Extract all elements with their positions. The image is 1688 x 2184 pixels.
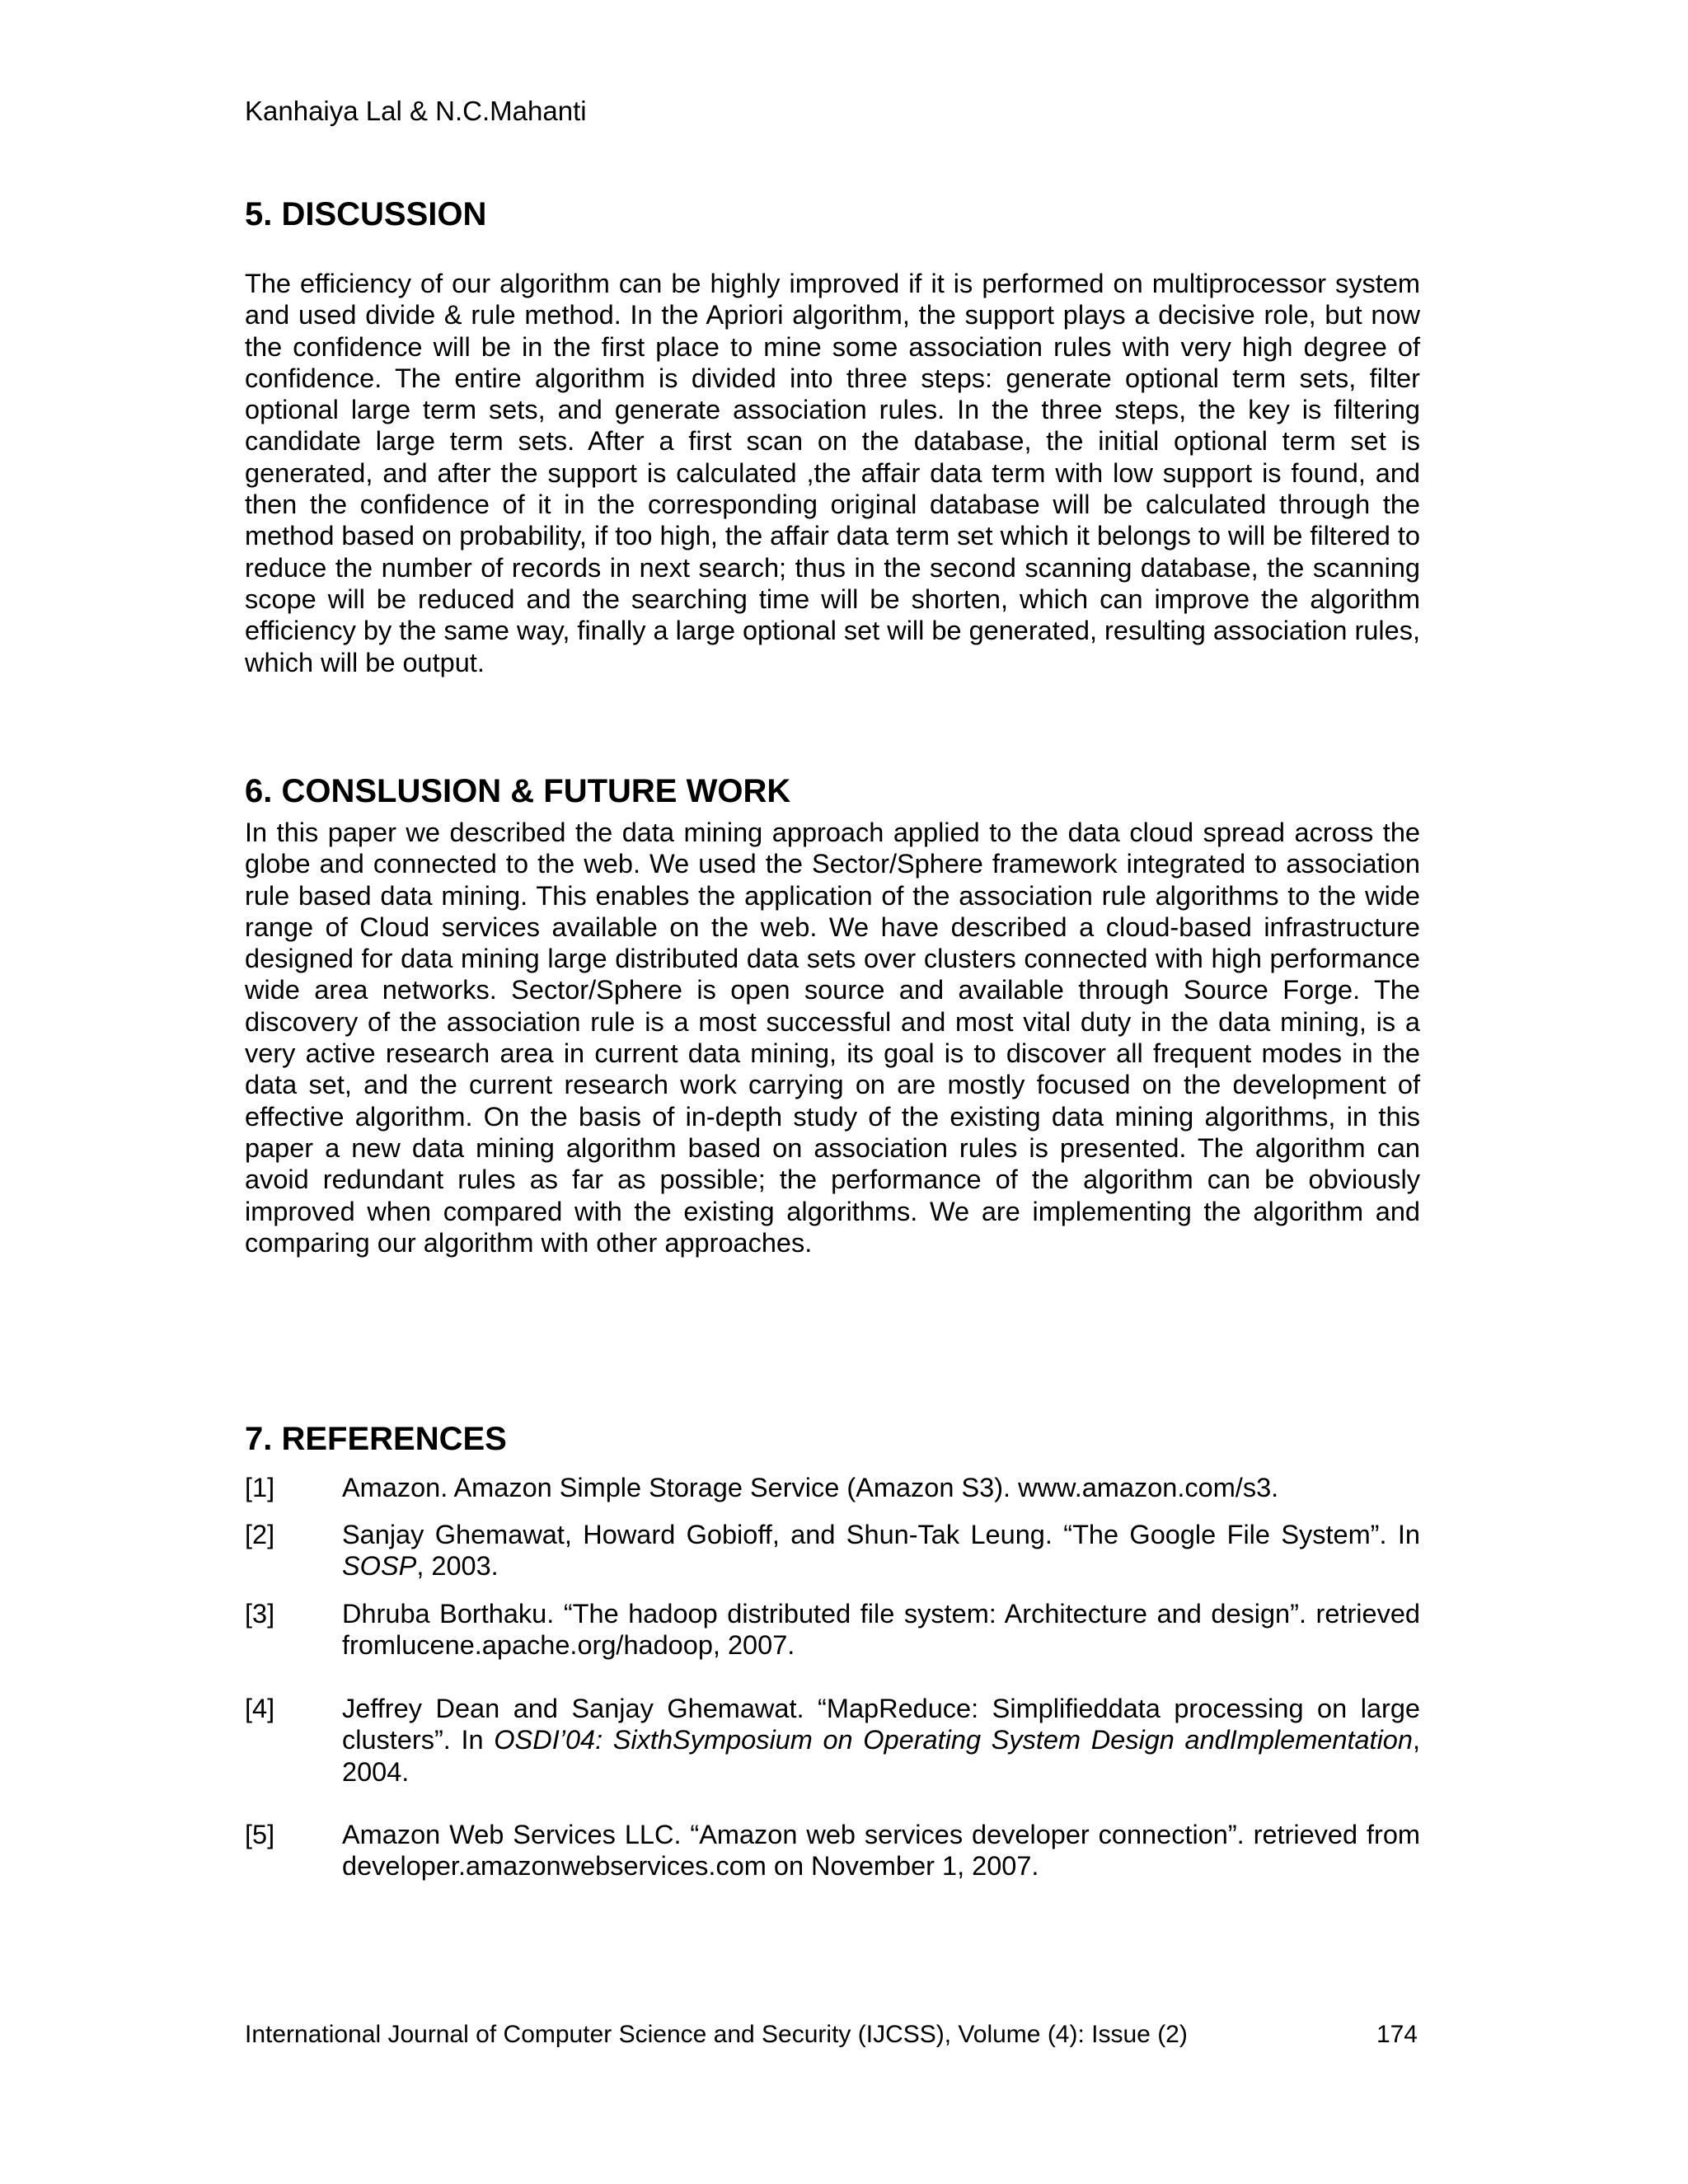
reference-text: Amazon Web Services LLC. “Amazon web services developer connection”. retrieved from developer.amazonwebservices.com on November 1, 2007. [342,1820,1420,1882]
reference-text-tail: , 2003. [416,1551,499,1582]
reference-text [342,1519,1420,1582]
reference-text-main: Jeffrey Dean and Sanjay Ghemawat. “MapReduce: Simplifieddata processing on large clusters”. In [342,1694,1420,1755]
discussion-paragraph: The efficiency of our algorithm can be highly improved if it is performed on multiprocessor system and used divide & rule method. In the Apriori algorithm, the support plays a decisive role, but now the confidence will be in the first place to mine some association rules with very high degree of confidence. The entire algorithm is divided into three steps: generate optional term sets, filter optional large term sets, and generate association rules. In the three steps, the key is filtering candidate large term sets. After a first scan on the database, the initial optional term set is generated, and after the support is calculated ,the affair data term with low support is found, and then the confidence of it in the corresponding original database will be calculated through the method based on probability, if too high, the affair data term set which it belongs to will be filtered to reduce the number of records in next search; thus in the second scanning database, the scanning scope will be reduced and the searching time will be shorten, which can improve the algorithm efficiency by the same way, finally a large optional set will be generated, resulting association rules, which will be output. [245,269,1421,677]
reference-number: [3] [245,1599,275,1629]
section-heading-discussion: 5. DISCUSSION [245,196,487,232]
running-header-authors: Kanhaiya Lal & N.C.Mahanti [245,96,587,126]
page-number: 174 [1376,2021,1418,2048]
reference-text-tail: , 2004. [342,1725,1420,1787]
reference-text: Dhruba Borthaku. “The hadoop distributed file system: Architecture and design”. retrieved fromlucene.apache.org/hadoop, 2007. [342,1599,1420,1661]
conclusion-paragraph: In this paper we described the data mining approach applied to the data cloud spread across the globe and connected to the web. We used the Sector/Sphere framework integrated to association rule based data mining. This enables the application of the association rule algorithms to the wide range of Cloud services available on the web. We have described a cloud-based infrastructure designed for data mining large distributed data sets over clusters connected with high performance wide area networks. Sector/Sphere is open source and available through Source Forge. The discovery of the association rule is a most successful and most vital duty in the data mining, is a very active research area in current data mining, its goal is to discover all frequent modes in the data set, and the current research work carrying on are mostly focused on the development of effective algorithm. On the basis of in-depth study of the existing data mining algorithms, in this paper a new data mining algorithm based on association rules is presented. The algorithm can avoid redundant rules as far as possible; the performance of the algorithm can be obviously improved when compared with the existing algorithms. We are implementing the algorithm and comparing our algorithm with other approaches. [245,818,1420,1258]
reference-number: [1] [245,1473,275,1502]
reference-number: [2] [245,1520,275,1549]
section-heading-references: 7. REFERENCES [245,1421,507,1457]
paper-page [245,0,1420,2184]
reference-venue: OSDI’04: SixthSymposium on Operating System Design andImplementation [494,1725,1413,1755]
reference-venue: SOSP [342,1551,417,1582]
section-heading-conclusion: 6. CONSLUSION & FUTURE WORK [245,773,791,809]
reference-number: [4] [245,1694,275,1723]
footer-journal-name: International Journal of Computer Science and Security (IJCSS), Volume (4): Issue (2) [245,2021,1188,2048]
reference-text: Amazon. Amazon Simple Storage Service (Amazon S3). www.amazon.com/s3. [342,1473,1279,1502]
reference-number: [5] [245,1820,275,1849]
reference-text-main: Sanjay Ghemawat, Howard Gobioff, and Shun-Tak Leung. “The Google File System”. In [342,1520,1420,1549]
reference-text [342,1693,1420,1788]
